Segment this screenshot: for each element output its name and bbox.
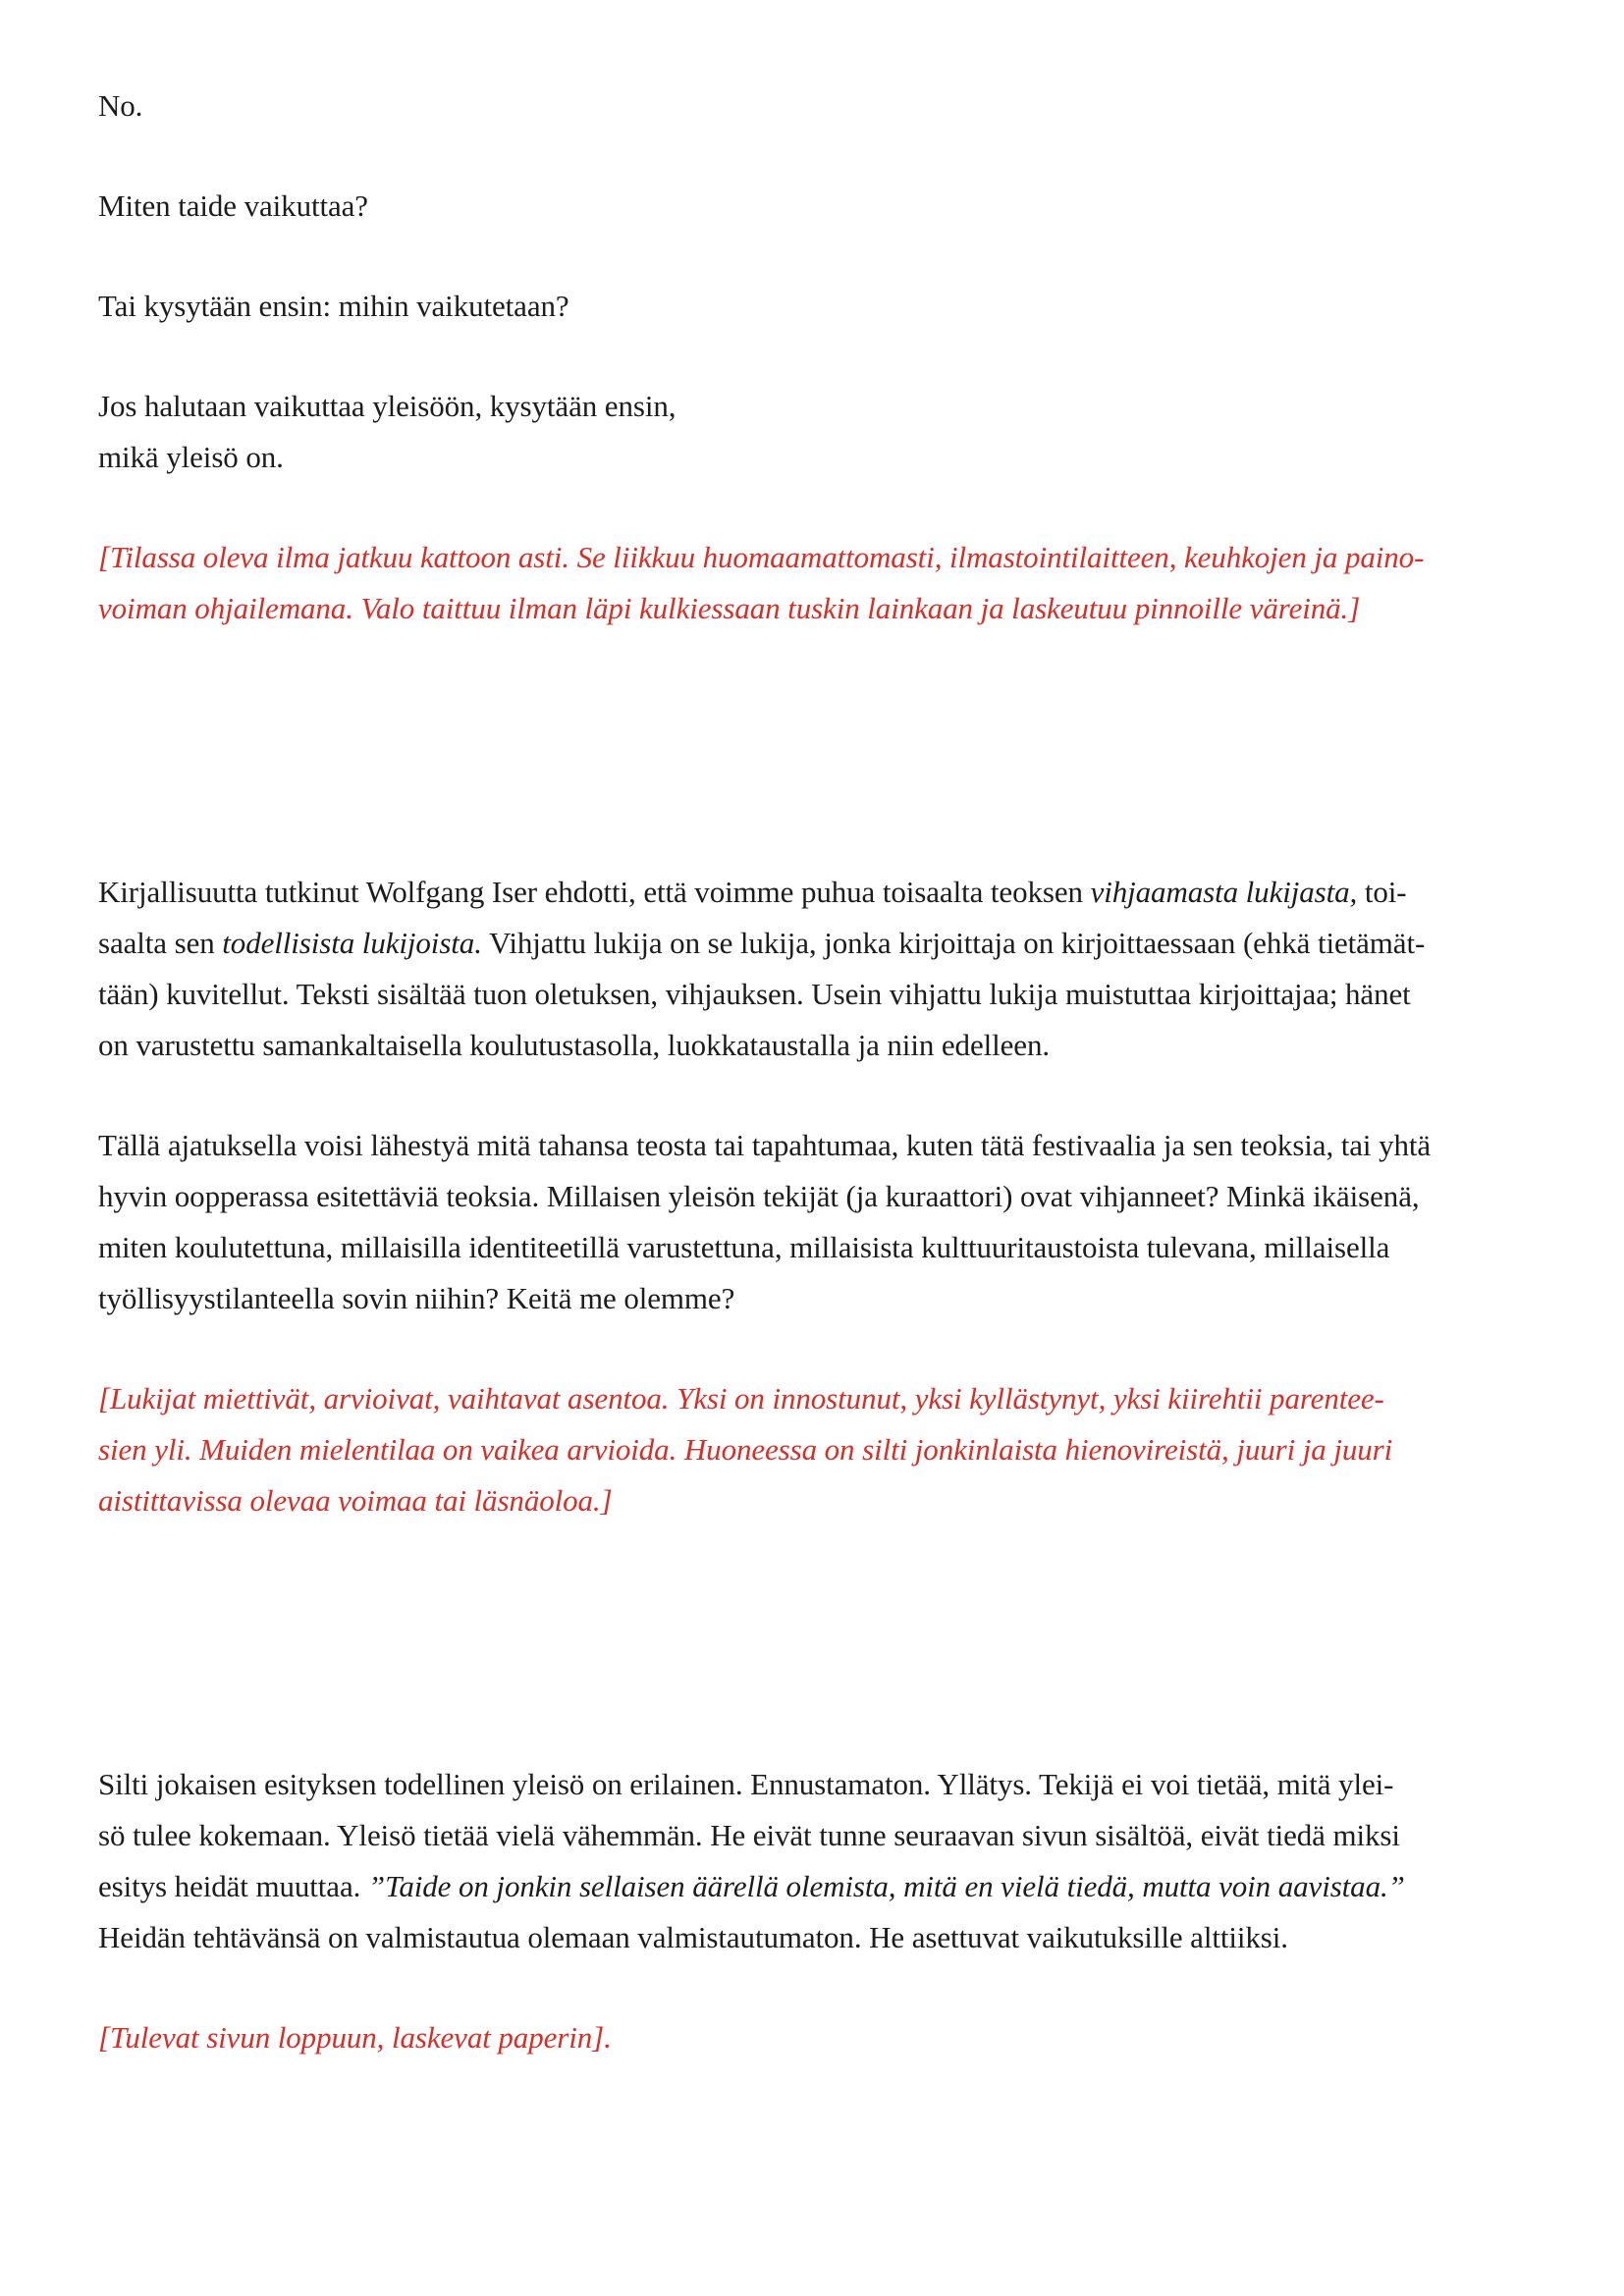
text-line: hyvin oopperassa esitettäviä teoksia. Millaisen yleisön tekijät (ja kuraattori) ovat vihjanneet? Minkä ikäisenä, <box>98 1179 1420 1213</box>
stage-direction-tilassa <box>98 532 1536 634</box>
text-line: Jos halutaan vaikuttaa yleisöön, kysytään ensin, <box>98 389 677 423</box>
paragraph-silti <box>98 1759 1536 1963</box>
text-line: [Tulevat sivun loppuun, laskevat paperin]. <box>98 2020 612 2055</box>
stage-direction-lukijat <box>98 1373 1536 1526</box>
text-line: Tai kysytään ensin: mihin vaikutetaan? <box>98 289 569 323</box>
text-line: Kirjallisuutta tutkinut Wolfgang Iser ehdotti, että voimme puhua toisaalta teoksen vihjaamasta lukijasta, toi- <box>98 875 1407 909</box>
text-line: on varustettu samankaltaisella koulutustasolla, luokkataustalla ja niin edelleen. <box>98 1028 1050 1062</box>
text-line: Silti jokaisen esityksen todellinen yleisö on erilainen. Ennustamaton. Yllätys. Tekijä ei voi tietää, mitä ylei- <box>98 1767 1394 1801</box>
text-line: [Tilassa oleva ilma jatkuu kattoon asti. Se liikkuu huomaamattomasti, ilmastointilaitteen, keuhkojen ja paino- <box>98 540 1425 574</box>
paragraph-jos <box>98 381 1536 483</box>
text-line: Tällä ajatuksella voisi lähestyä mitä tahansa teosta tai tapahtumaa, kuten tätä festivaalia ja sen teoksia, tai yhtä <box>98 1128 1432 1162</box>
text-line: työllisyystilanteella sovin niihin? Keitä me olemme? <box>98 1281 735 1315</box>
text-line: aistittavissa olevaa voimaa tai läsnäoloa.] <box>98 1483 613 1518</box>
document-text <box>98 80 1536 2063</box>
paragraph-talla-ajatuksella <box>98 1120 1536 1324</box>
text-line: voiman ohjailemana. Valo taittuu ilman läpi kulkiessaan tuskin lainkaan ja laskeutuu pinnoille väreinä.] <box>98 591 1361 625</box>
paragraph-no <box>98 80 1536 132</box>
text-line: [Lukijat miettivät, arvioivat, vaihtavat asentoa. Yksi on innostunut, yksi kyllästynyt, yksi kiirehtii parentee- <box>98 1381 1384 1415</box>
text-line: Miten taide vaikuttaa? <box>98 188 368 223</box>
text-line: tään) kuvitellut. Teksti sisältää tuon oletuksen, vihjauksen. Usein vihjattu lukija muistuttaa kirjoittajaa; hänet <box>98 977 1411 1011</box>
paragraph-kirjallisuutta <box>98 867 1536 1071</box>
text-line: esitys heidät muuttaa. ”Taide on jonkin sellaisen äärellä olemista, mitä en vielä tiedä, mutta voin aavistaa.” <box>98 1869 1405 1903</box>
text-line: mikä yleisö on. <box>98 440 284 474</box>
text-line: sien yli. Muiden mielentilaa on vaikea arvioida. Huoneessa on silti jonkinlaista hienovireistä, juuri ja juuri <box>98 1432 1393 1467</box>
text-line: saalta sen todellisista lukijoista. Vihjattu lukija on se lukija, jonka kirjoittaja on kirjoittaessaan (ehkä tietämät- <box>98 926 1426 960</box>
text-line: Heidän tehtävänsä on valmistautua olemaan valmistautumaton. He asettuvat vaikutuksille alttiiksi. <box>98 1920 1288 1954</box>
text-line: No. <box>98 88 143 123</box>
text-line: sö tulee kokemaan. Yleisö tietää vielä vähemmän. He eivät tunne seuraavan sivun sisältöä, eivät tiedä miksi <box>98 1818 1400 1852</box>
text-line: miten koulutettuna, millaisilla identiteetillä varustettuna, millaisista kulttuuritaustoista tulevana, millaisella <box>98 1230 1390 1264</box>
stage-direction-tulevat <box>98 2012 1536 2063</box>
paragraph-miten <box>98 181 1536 232</box>
paragraph-tai <box>98 281 1536 332</box>
